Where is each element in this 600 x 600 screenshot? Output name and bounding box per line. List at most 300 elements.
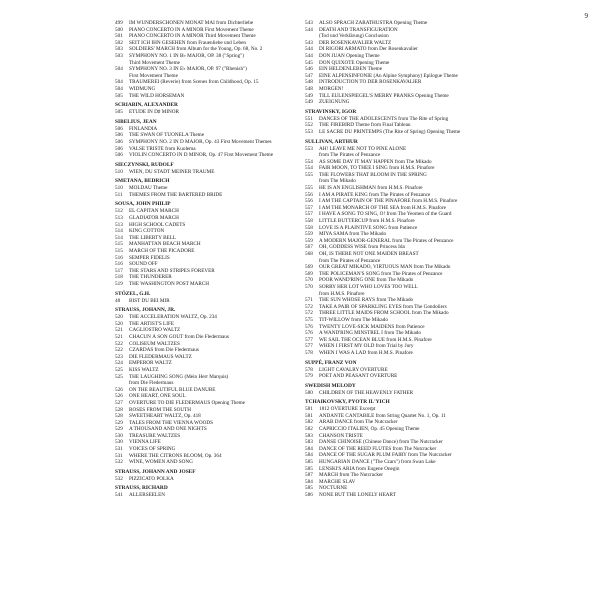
entry-title: ROSES FROM THE SOUTH bbox=[129, 406, 192, 413]
page-ref-number: 528 bbox=[115, 413, 123, 420]
index-entry bbox=[305, 271, 505, 278]
page-ref-number: 503 bbox=[115, 52, 123, 59]
index-entry bbox=[115, 459, 305, 466]
index-entry bbox=[115, 446, 305, 453]
entry-title: THE SWAN OF TUONELA Theme bbox=[129, 132, 205, 139]
index-entry bbox=[305, 20, 505, 27]
index-entry bbox=[305, 406, 505, 413]
entry-title: WHEN I FIRST MY OLD from Trial by Jury bbox=[319, 343, 414, 350]
page-ref-number: 517 bbox=[115, 267, 123, 274]
entry-title: SYMPHONY NO. 2 IN D MAJOR, Op. 43 First Movement Themes bbox=[129, 138, 272, 145]
entry-title: HIGH SCHOOL CADETS bbox=[129, 221, 186, 228]
index-entry bbox=[115, 327, 305, 334]
page-ref-number: 549 bbox=[305, 99, 313, 106]
index-column-right bbox=[305, 20, 505, 499]
entry-subtitle: from Die Fledermaus bbox=[129, 380, 174, 387]
entry-title: MIYA SAMA from The Mikado bbox=[319, 231, 387, 238]
entry-title: KING COTTON bbox=[129, 228, 165, 235]
page-ref-number: 547 bbox=[305, 72, 313, 79]
index-entry bbox=[115, 413, 305, 420]
page-ref-number: 582 bbox=[305, 426, 313, 433]
entry-title: CAPRICCIO ITALIEN, Op. 45 Opening Theme bbox=[319, 426, 420, 433]
index-entry bbox=[305, 413, 505, 420]
entry-title: TWENTY LOVE-SICK MAIDENS from Patience bbox=[319, 323, 425, 330]
entry-title: THE ARTIST'S LIFE bbox=[129, 320, 175, 327]
page-ref-number: 567 bbox=[305, 244, 313, 251]
index-entry bbox=[305, 66, 505, 73]
entry-title: THEMES FROM THE BARTERED BRIDE bbox=[129, 191, 223, 198]
entry-title: ANDANTE CANTABILE from String Quartet No. 1, Op. 11 bbox=[319, 412, 446, 419]
page-ref-number: 520 bbox=[115, 314, 123, 321]
page-ref-number: 501 bbox=[115, 33, 123, 40]
page-ref-number: 527 bbox=[115, 399, 123, 406]
entry-title: SEIT ICH IHN GESEHEN from Frauenliebe und Leben bbox=[129, 39, 247, 46]
page-ref-number: 505 bbox=[115, 109, 123, 116]
entry-title: DANCE OF THE SUGAR PLUM FAIRY from The Nutcracker bbox=[319, 452, 452, 459]
page-ref-number: 506 bbox=[115, 138, 123, 145]
index-entry bbox=[115, 248, 305, 255]
entry-title: PIANO CONCERTO IN A MINOR First Movement Theme bbox=[129, 26, 254, 33]
index-entry bbox=[115, 185, 305, 192]
page-ref-number: 557 bbox=[305, 211, 313, 218]
composer-heading: SMETANA, BEDRICH bbox=[115, 178, 170, 185]
page-ref-number: 556 bbox=[305, 191, 313, 198]
entry-title: THE FLOWERS THAT BLOOM IN THE SPRING bbox=[319, 171, 427, 178]
page-ref-number: 553 bbox=[305, 128, 313, 135]
index-entry bbox=[305, 86, 505, 93]
index-entry bbox=[115, 152, 305, 159]
entry-title: MARCH from The Nutcracker bbox=[319, 472, 384, 479]
composer-heading: STRAUSS, RICHARD bbox=[115, 485, 168, 492]
entry-title: FAIR MOON, TO THEE I SING from H.M.S. Pinafore bbox=[319, 165, 435, 172]
index-entry bbox=[115, 354, 305, 361]
page-ref-number: 583 bbox=[305, 439, 313, 446]
page-ref-number: 568 bbox=[305, 251, 313, 257]
index-entry bbox=[305, 40, 505, 47]
page-ref-number: 580 bbox=[305, 389, 313, 396]
entry-title: LIGHT CAVALRY OVERTURE bbox=[319, 366, 388, 373]
entry-title: BIST DU BEI MIR bbox=[129, 297, 170, 304]
entry-title: MARCHE SLAV bbox=[319, 478, 356, 485]
index-entry bbox=[305, 459, 505, 466]
page-ref-number: 549 bbox=[305, 92, 313, 99]
index-entry bbox=[115, 192, 305, 199]
entry-title: DON JUAN Opening Theme bbox=[319, 52, 380, 59]
entry-title: VIOLIN CONCERTO IN D MINOR, Op. 47 First Movement Theme bbox=[129, 152, 274, 159]
index-entry bbox=[305, 146, 505, 153]
index-entry bbox=[305, 452, 505, 459]
index-entry bbox=[115, 476, 305, 483]
index-entry bbox=[305, 238, 505, 245]
entry-title: ONE HEART, ONE SOUL bbox=[129, 393, 186, 400]
page-ref-number: 581 bbox=[305, 406, 313, 413]
entry-title: I HAVE A SONG TO SING, O! from The Yeomen of the Guard bbox=[319, 211, 452, 218]
page-ref-number: 532 bbox=[115, 459, 123, 466]
entry-title: MARCH OF THE PICADORE bbox=[129, 248, 195, 255]
page-ref-number: 513 bbox=[115, 221, 123, 228]
entry-title: TAKE A PAIR OF SPARKLING EYES from The Gondoliers bbox=[319, 303, 447, 310]
index-entry bbox=[305, 172, 505, 179]
index-entry bbox=[115, 314, 305, 321]
entry-title: OH, IS THERE NOT ONE MAIDEN BREAST bbox=[319, 251, 419, 257]
page-ref-number: 587 bbox=[305, 472, 313, 479]
page-ref-number: 518 bbox=[115, 274, 123, 281]
entry-title: DANSE CHINOISE (Chinese Dance) from The Nutcracker bbox=[319, 439, 443, 446]
index-entry bbox=[305, 479, 505, 486]
entry-title: A MODERN MAJOR-GENERAL from The Pirates of Penzance bbox=[319, 237, 454, 244]
page-ref-number: 541 bbox=[115, 492, 123, 499]
entry-title: MANHATTAN BEACH MARCH bbox=[129, 241, 201, 248]
page-ref-number: 584 bbox=[305, 445, 313, 452]
index-entry bbox=[115, 139, 305, 146]
page-ref-number: 555 bbox=[305, 171, 313, 178]
entry-title: THE FIREBIRD Theme from Final Tableau bbox=[319, 122, 411, 129]
index-entry bbox=[305, 446, 505, 453]
entry-title: CHACUN À SON GOUT from Die Fledermaus bbox=[129, 333, 229, 340]
index-entry bbox=[115, 33, 305, 40]
entry-title: DER ROSENKAVALIER WALTZ bbox=[319, 39, 392, 46]
index-entry bbox=[115, 261, 305, 268]
page-ref-number: 504 bbox=[115, 79, 123, 86]
page-ref-number: 505 bbox=[115, 92, 123, 99]
entry-title: THE LIBERTY BELL bbox=[129, 234, 177, 241]
entry-title: LENSKI'S ARIA from Eugene Onegin bbox=[319, 465, 400, 472]
entry-title: INTRODUCTION TO DER ROSENKAVALIER bbox=[319, 79, 422, 86]
page-ref-number: 506 bbox=[115, 125, 123, 132]
page-ref-number: 520 bbox=[115, 320, 123, 327]
index-entry bbox=[305, 46, 505, 53]
page-ref-number: 548 bbox=[305, 79, 313, 86]
index-entry-continuation bbox=[115, 60, 305, 67]
index-entry bbox=[115, 53, 305, 60]
page-ref-number: 532 bbox=[115, 475, 123, 482]
entry-title: THE STARS AND STRIPES FOREVER bbox=[129, 267, 215, 274]
composer-heading: SUPPÉ, FRANZ VON bbox=[305, 359, 357, 366]
entry-title: OUR GREAT MIKADO, VIRTUOUS MAN from The Mikado bbox=[319, 264, 451, 271]
page-ref-number: 552 bbox=[305, 122, 313, 129]
entry-title: 1812 OVERTURE Excerpt bbox=[319, 406, 376, 413]
composer-heading: SIECZYNSKI, RUDOLF bbox=[115, 161, 174, 168]
composer-heading: SCRIABIN, ALEXANDER bbox=[115, 102, 178, 109]
index-entry bbox=[115, 367, 305, 374]
index-entry bbox=[305, 419, 505, 426]
index-entry-continuation bbox=[305, 33, 505, 40]
entry-title: HE IS AN ENGLISHMAN from H.M.S. Pinafore bbox=[319, 185, 423, 192]
page-ref-number: 576 bbox=[305, 323, 313, 330]
entry-title: LOVE IS A PLAINTIVE SONG from Patience bbox=[319, 224, 418, 231]
index-entry bbox=[115, 374, 305, 381]
page-ref-number: 499 bbox=[115, 20, 123, 26]
page-ref-number: 579 bbox=[305, 373, 313, 380]
page-ref-number: 544 bbox=[305, 52, 313, 59]
page-ref-number: 526 bbox=[115, 386, 123, 393]
index-entry bbox=[115, 387, 305, 394]
index-entry bbox=[115, 126, 305, 133]
entry-title: THE WILD HORSEMAN bbox=[129, 92, 185, 99]
entry-title: SOLDIERS' MARCH from Album for the Young, Op. 68, No. 2 bbox=[129, 46, 263, 53]
page-ref-number: 585 bbox=[305, 485, 313, 492]
index-entry bbox=[305, 198, 505, 205]
index-entry bbox=[115, 235, 305, 242]
entry-subtitle: from The Pirates of Penzance bbox=[319, 257, 381, 264]
index-entry bbox=[305, 367, 505, 374]
page-ref-number: 544 bbox=[305, 26, 313, 33]
entry-title: SORRY HER LOT WHO LOVES TOO WELL bbox=[319, 283, 418, 290]
page-ref-number: 578 bbox=[305, 349, 313, 356]
index-entry bbox=[305, 185, 505, 192]
composer-heading: STRAUSS, JOHANN, JR. bbox=[115, 307, 176, 314]
index-entry bbox=[115, 281, 305, 288]
page-ref-number: 512 bbox=[115, 208, 123, 215]
page-ref-number: 530 bbox=[115, 432, 123, 439]
index-entry bbox=[305, 116, 505, 123]
entry-title: WE SAIL THE OCEAN BLUE from H.M.S. Pinafore bbox=[319, 336, 432, 343]
page-ref-number: 586 bbox=[305, 492, 313, 498]
index-entry bbox=[305, 492, 505, 499]
entry-title: MOLDAU Theme bbox=[129, 185, 168, 192]
entry-title: SEMPER FIDELIS bbox=[129, 254, 170, 261]
page-ref-number: 529 bbox=[115, 419, 123, 426]
page-ref-number: 551 bbox=[305, 115, 313, 122]
entry-title: VOICES OF SPRING bbox=[129, 446, 176, 453]
page-ref-number: 519 bbox=[115, 281, 123, 287]
page-ref-number: 506 bbox=[115, 145, 123, 152]
index-entry bbox=[115, 255, 305, 262]
index-entry bbox=[305, 284, 505, 291]
entry-subtitle: (Tod und Verklärung) Conclusion bbox=[319, 33, 389, 40]
index-entry bbox=[115, 334, 305, 341]
index-entry bbox=[305, 165, 505, 172]
entry-title: I AM THE MONARCH OF THE SEA from H.M.S. Pinafore bbox=[319, 204, 446, 211]
entry-title: THE LAUGHING SONG (Mein Herr Marquis) bbox=[129, 373, 229, 380]
index-entry bbox=[305, 159, 505, 166]
page-ref-number: 48 bbox=[115, 297, 121, 304]
index-entry bbox=[305, 53, 505, 60]
composer-heading: STÖZEL, G.H. bbox=[115, 290, 151, 297]
page-ref-number: 585 bbox=[305, 459, 313, 466]
page-ref-number: 581 bbox=[305, 412, 313, 419]
entry-title: ALLERSEELEN bbox=[129, 492, 166, 499]
index-entry bbox=[305, 390, 505, 397]
page-ref-number: 522 bbox=[115, 347, 123, 354]
page-ref-number: 578 bbox=[305, 366, 313, 373]
index-entry bbox=[115, 228, 305, 235]
index-entry bbox=[115, 453, 305, 460]
index-entry bbox=[305, 304, 505, 311]
entry-title: DEATH AND TRANSFIGURATION bbox=[319, 26, 398, 33]
index-entry bbox=[305, 205, 505, 212]
page-ref-number: 515 bbox=[115, 241, 123, 248]
index-entry bbox=[115, 208, 305, 215]
page-ref-number: 569 bbox=[305, 270, 313, 277]
page-ref-number: 516 bbox=[115, 261, 123, 268]
entry-title: MORGEN! bbox=[319, 85, 344, 92]
index-entry bbox=[115, 347, 305, 354]
page-ref-number: 504 bbox=[115, 66, 123, 73]
page-ref-number: 572 bbox=[305, 310, 313, 317]
entry-subtitle: from The Pirates of Penzance bbox=[319, 152, 381, 159]
entry-title: LITTLE BUTTERCUP from H.M.S. Pinafore bbox=[319, 218, 415, 225]
entry-title: NOCTURNE bbox=[319, 485, 348, 492]
entry-title: GLADIATOR MARCH bbox=[129, 215, 179, 222]
index-entry bbox=[115, 27, 305, 34]
page-ref-number: 558 bbox=[305, 218, 313, 225]
index-entry bbox=[115, 298, 305, 305]
page-ref-number: 504 bbox=[115, 85, 123, 92]
page-ref-number: 576 bbox=[305, 330, 313, 337]
index-entry-continuation bbox=[115, 380, 305, 387]
page-ref-number: 523 bbox=[115, 353, 123, 360]
entry-title: I AM THE CAPTAIN OF THE PINAFORE from H.M.S. Pinafore bbox=[319, 198, 458, 205]
index-entry bbox=[305, 211, 505, 218]
entry-title: WINE, WOMEN AND SONG bbox=[129, 459, 193, 466]
index-entry bbox=[305, 324, 505, 331]
index-entry bbox=[115, 492, 305, 499]
index-entry bbox=[305, 337, 505, 344]
page-ref-number: 559 bbox=[305, 231, 313, 238]
page-ref-number: 569 bbox=[305, 264, 313, 271]
index-entry bbox=[115, 400, 305, 407]
index-entry bbox=[305, 466, 505, 473]
index-entry-continuation bbox=[305, 291, 505, 298]
index-entry bbox=[305, 122, 505, 129]
index-entry bbox=[115, 40, 305, 47]
index-entry bbox=[115, 439, 305, 446]
index-entry bbox=[305, 99, 505, 106]
entry-title: I AM A PIRATE KING from The Pirates of Penzance bbox=[319, 191, 431, 198]
composer-heading: SWEDISH MELODY bbox=[305, 382, 356, 389]
page-ref-number: 554 bbox=[305, 165, 313, 172]
page-ref-number: 503 bbox=[115, 46, 123, 53]
entry-title: SYMPHONY NO. 3 IN E♭ MAJOR, OP. 97 ("Rhenish") bbox=[129, 66, 247, 73]
composer-heading: SOUSA, JOHN PHILIP bbox=[115, 201, 171, 208]
entry-title: TRAUMEREI (Reverie) from Scenes from Childhood, Op. 15 bbox=[129, 79, 259, 86]
page-ref-number: 559 bbox=[305, 237, 313, 244]
index-entry-continuation bbox=[305, 152, 505, 159]
entry-title: TIT-WILLOW from The Mikado bbox=[319, 316, 388, 323]
index-entry bbox=[305, 264, 505, 271]
composer-heading: STRAUSS, JOHANN AND JOSEF bbox=[115, 468, 196, 475]
index-entry bbox=[115, 66, 305, 73]
index-entry bbox=[305, 218, 505, 225]
index-entry bbox=[115, 132, 305, 139]
index-entry bbox=[305, 472, 505, 479]
index-entry bbox=[305, 297, 505, 304]
composer-heading: SIBELIUS, JEAN bbox=[115, 118, 157, 125]
entry-title: PIZZICATO POLKA bbox=[129, 475, 174, 482]
page-ref-number: 516 bbox=[115, 254, 123, 261]
entry-title: DI RIGORI ARMATO from Der Rosenkavalier bbox=[319, 46, 418, 53]
page-ref-number: 584 bbox=[305, 478, 313, 485]
index-entry bbox=[115, 46, 305, 53]
page-ref-number: 543 bbox=[305, 39, 313, 46]
index-entry bbox=[305, 231, 505, 238]
entry-subtitle: Third Movement Theme bbox=[129, 59, 180, 66]
index-entry bbox=[115, 241, 305, 248]
entry-title: A THOUSAND AND ONE NIGHTS bbox=[129, 426, 207, 433]
index-entry bbox=[305, 485, 505, 492]
entry-title: THE POLICEMAN'S SONG from The Pirates of Penzance bbox=[319, 270, 443, 277]
index-entry bbox=[305, 244, 505, 251]
page-ref-number: 500 bbox=[115, 26, 123, 33]
entry-title: THREE LITTLE MAIDS FROM SCHOOL from The Mikado bbox=[319, 310, 449, 317]
page-ref-number: 572 bbox=[305, 303, 313, 310]
composer-heading: SULLIVAN, ARTHUR bbox=[305, 138, 358, 145]
entry-title: THE WASHINGTON POST MARCH bbox=[129, 281, 209, 287]
index-entry bbox=[115, 20, 305, 27]
entry-title: NONE BUT THE LONELY HEART bbox=[319, 492, 396, 498]
entry-title: EINE ALPENSINFONIE (An Alpine Symphony) Epilogue Theme bbox=[319, 72, 458, 79]
index-entry bbox=[305, 251, 505, 258]
entry-title: IM WUNDERSCHÖNEN MONAT MAI from Dichterliebe bbox=[129, 20, 254, 26]
page-ref-number: 583 bbox=[305, 432, 313, 439]
index-entry bbox=[115, 321, 305, 328]
page-ref-number: 545 bbox=[305, 59, 313, 66]
entry-title: TALES FROM THE VIENNA WOODS bbox=[129, 419, 214, 426]
index-entry bbox=[115, 109, 305, 116]
index-entry bbox=[305, 350, 505, 357]
page-ref-number: 577 bbox=[305, 336, 313, 343]
page-ref-number: 570 bbox=[305, 277, 313, 284]
index-entry bbox=[115, 433, 305, 440]
index-entry bbox=[305, 439, 505, 446]
page-ref-number: 525 bbox=[115, 366, 123, 373]
page-ref-number: 548 bbox=[305, 85, 313, 92]
entry-title: KISS WALTZ bbox=[129, 366, 159, 373]
index-entry bbox=[115, 169, 305, 176]
page-number: 9 bbox=[584, 12, 588, 20]
index-entry bbox=[115, 393, 305, 400]
entry-title: AH! LEAVE ME NOT TO PINE ALONE bbox=[319, 145, 407, 152]
page-ref-number: 506 bbox=[115, 152, 123, 159]
entry-title: PIANO CONCERTO IN A MINOR Third Movement Theme bbox=[129, 33, 256, 40]
index-entry bbox=[115, 360, 305, 367]
page-ref-number: 521 bbox=[115, 327, 123, 334]
index-entry-continuation bbox=[115, 73, 305, 80]
page-ref-number: 544 bbox=[305, 46, 313, 53]
entry-title: ETUDE IN D♯ MINOR bbox=[129, 109, 179, 116]
index-entry bbox=[115, 215, 305, 222]
page-ref-number: 554 bbox=[305, 158, 313, 165]
page-ref-number: 524 bbox=[115, 360, 123, 367]
index-entry bbox=[115, 407, 305, 414]
index-entry bbox=[115, 86, 305, 93]
entry-title: WHERE THE CITRONS BLOOM, Op. 364 bbox=[129, 452, 222, 459]
page-ref-number: 571 bbox=[305, 297, 313, 304]
page-ref-number: 582 bbox=[305, 419, 313, 426]
index-entry bbox=[305, 277, 505, 284]
entry-title: ALSO SPRACH ZARATHUSTRA Opening Theme bbox=[319, 20, 428, 26]
entry-title: DIE FLEDERMAUS WALTZ bbox=[129, 353, 192, 360]
page-ref-number: 585 bbox=[305, 465, 313, 472]
entry-title: CHANSON TRISTE bbox=[319, 432, 363, 439]
entry-title: THE THUNDERER bbox=[129, 274, 172, 281]
entry-title: HUNGARIAN DANCE ("The Czars") from Swan Lake bbox=[319, 459, 436, 466]
entry-title: FINLANDIA bbox=[129, 125, 158, 132]
page-ref-number: 522 bbox=[115, 340, 123, 347]
page-ref-number: 557 bbox=[305, 204, 313, 211]
page-ref-number: 510 bbox=[115, 168, 123, 175]
entry-title: CZARDAS from Die Fledermaus bbox=[129, 347, 199, 354]
index-entry bbox=[115, 93, 305, 100]
index-entry bbox=[115, 341, 305, 348]
page-ref-number: 553 bbox=[305, 145, 313, 152]
page-ref-number: 530 bbox=[115, 439, 123, 446]
entry-title: DANCES OF THE ADOLESCENTS from The Rite of Spring bbox=[319, 115, 449, 122]
entry-title: DANCE OF THE REED FLUTES from The Nutcracker bbox=[319, 445, 437, 452]
entry-title: SYMPHONY NO. 1 IN B♭ MAJOR, OP. 38 ("Spring") bbox=[129, 52, 245, 59]
index-entry bbox=[305, 60, 505, 67]
